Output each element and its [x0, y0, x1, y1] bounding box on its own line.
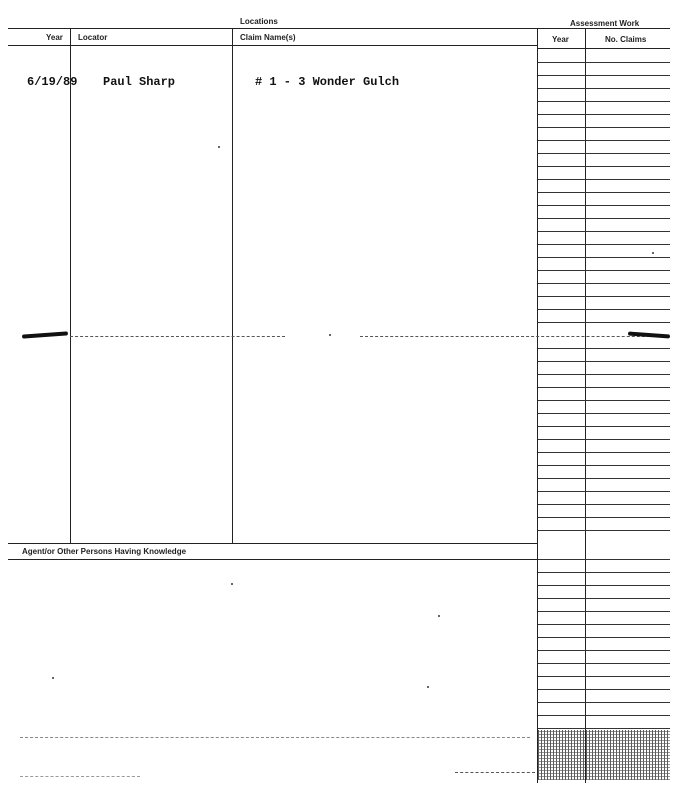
aw-row-rule: [538, 702, 670, 703]
left-fold-mark: [22, 331, 68, 338]
aw-row-rule: [538, 140, 670, 141]
aw-header-bottom-rule: [538, 48, 670, 49]
aw-row-rule: [538, 624, 670, 625]
scan-dash-line-3: [455, 772, 535, 773]
aw-year-claims-divider: [585, 28, 586, 783]
year-locator-divider: [70, 28, 71, 543]
aw-row-rule: [538, 244, 670, 245]
scan-speck: [427, 686, 429, 688]
scan-speck: [218, 146, 220, 148]
aw-row-rule: [538, 114, 670, 115]
aw-row-rule: [538, 452, 670, 453]
no-claims-column-header: No. Claims: [605, 35, 647, 44]
aw-row-rule: [538, 504, 670, 505]
aw-row-rule: [538, 517, 670, 518]
aw-row-rule: [538, 478, 670, 479]
scan-dash-line-1: [20, 737, 530, 738]
aw-row-rule: [538, 296, 670, 297]
aw-year-column-header: Year: [552, 35, 569, 44]
scan-speck: [329, 334, 331, 336]
scan-noise-bottom-right: [538, 730, 670, 780]
aw-row-rule: [538, 153, 670, 154]
locations-header: Locations: [240, 17, 278, 26]
aw-row-rule: [538, 663, 670, 664]
locator-claim-divider: [232, 28, 233, 543]
aw-row-rule: [538, 465, 670, 466]
aw-row-rule: [538, 75, 670, 76]
aw-row-rule: [538, 309, 670, 310]
aw-row-rule: [538, 322, 670, 323]
aw-row-rule: [538, 676, 670, 677]
aw-row-rule: [538, 205, 670, 206]
right-fold-mark: [628, 332, 670, 339]
assessment-work-header: Assessment Work: [570, 19, 640, 28]
aw-row-rule: [538, 413, 670, 414]
aw-row-rule: [538, 166, 670, 167]
scan-dash-line-2: [20, 776, 140, 777]
fold-line-right: [360, 336, 670, 337]
agent-section-top-rule: [8, 543, 538, 544]
aw-row-rule: [538, 491, 670, 492]
aw-row-rule: [538, 231, 670, 232]
entry-claim-name: # 1 - 3 Wonder Gulch: [255, 75, 400, 89]
header-bottom-rule: [8, 45, 538, 46]
claim-assessment-divider: [537, 28, 538, 783]
aw-row-rule: [538, 387, 670, 388]
aw-row-rule: [538, 270, 670, 271]
aw-row-rule: [538, 218, 670, 219]
aw-row-rule: [538, 101, 670, 102]
aw-row-rule: [538, 728, 670, 729]
aw-row-rule: [538, 689, 670, 690]
aw-row-rule: [538, 598, 670, 599]
agent-section-label: Agent/or Other Persons Having Knowledge: [22, 547, 187, 556]
aw-row-rule: [538, 637, 670, 638]
aw-row-rule: [538, 650, 670, 651]
header-top-rule: [8, 28, 670, 29]
aw-row-rule: [538, 439, 670, 440]
aw-row-rule: [538, 179, 670, 180]
aw-row-rule: [538, 585, 670, 586]
scan-speck: [438, 615, 440, 617]
aw-row-rule: [538, 611, 670, 612]
scan-speck: [231, 583, 233, 585]
aw-row-rule: [538, 283, 670, 284]
aw-row-rule: [538, 572, 670, 573]
aw-row-rule: [538, 348, 670, 349]
aw-row-rule: [538, 374, 670, 375]
aw-row-rule: [538, 127, 670, 128]
aw-row-rule: [538, 426, 670, 427]
agent-section-bottom-rule: [8, 559, 538, 560]
scan-speck: [652, 252, 654, 254]
claim-names-column-header: Claim Name(s): [240, 33, 296, 42]
aw-row-rule: [538, 361, 670, 362]
aw-row-rule: [538, 400, 670, 401]
scan-speck: [52, 677, 54, 679]
aw-row-rule: [538, 530, 670, 531]
locator-column-header: Locator: [78, 33, 108, 42]
aw-row-rule: [538, 62, 670, 63]
entry-locator: Paul Sharp: [103, 75, 176, 89]
aw-row-rule: [538, 192, 670, 193]
entry-year: 6/19/89: [27, 75, 78, 89]
aw-row-rule: [538, 559, 670, 560]
fold-line-left: [70, 336, 285, 337]
aw-row-rule: [538, 257, 670, 258]
year-column-header: Year: [46, 33, 63, 42]
aw-row-rule: [538, 88, 670, 89]
aw-row-rule: [538, 715, 670, 716]
